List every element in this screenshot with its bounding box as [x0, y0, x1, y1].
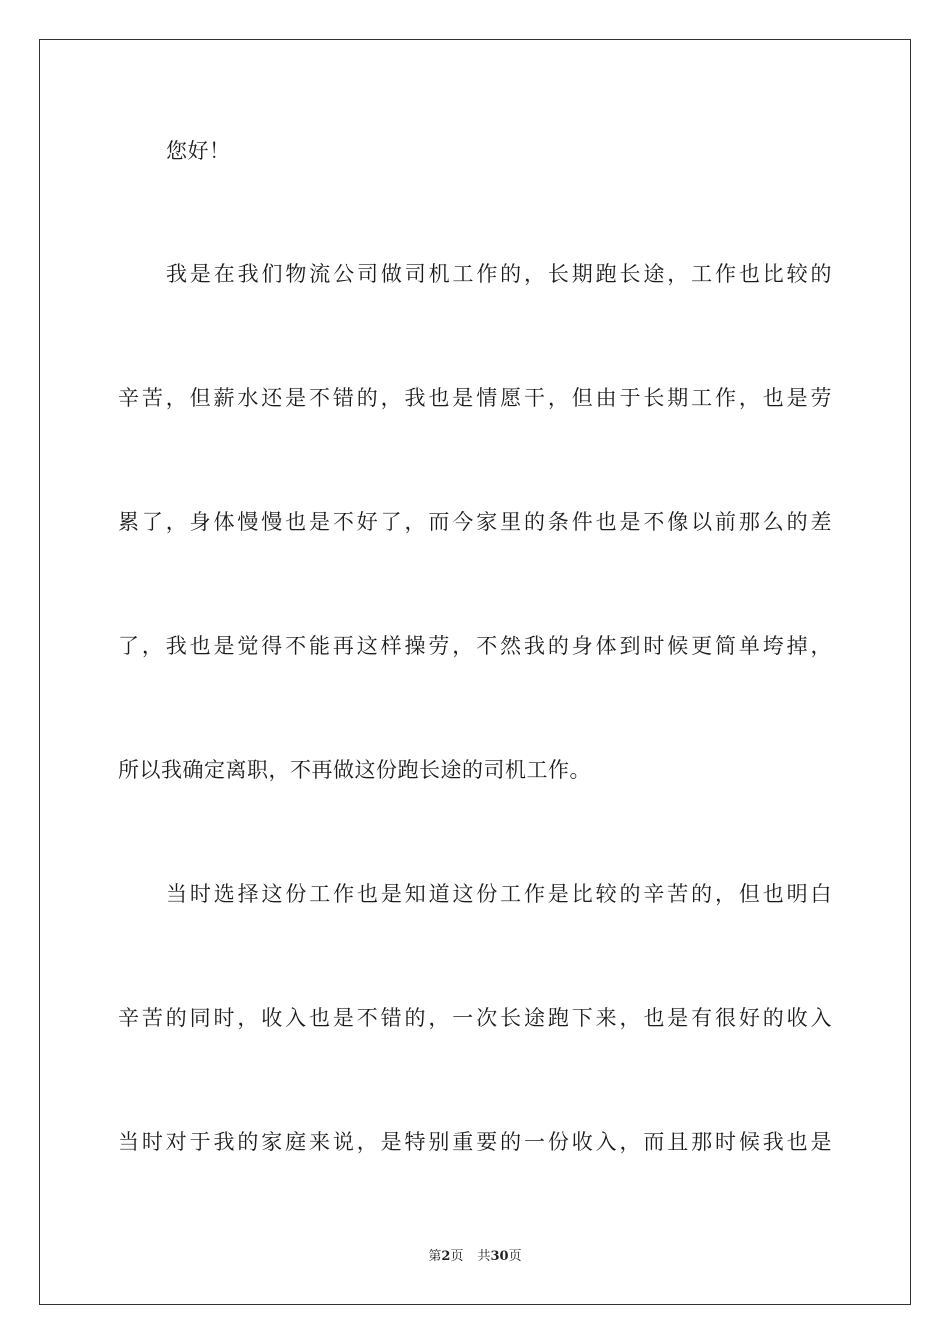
paragraph-line: 辛苦的同时，收入也是不错的，一次长途跑下来，也是有很好的收入 — [118, 1006, 832, 1030]
page-border — [39, 39, 911, 1305]
total-suffix: 页 — [508, 1249, 522, 1264]
page-footer — [0, 1248, 950, 1266]
page-prefix: 第 — [428, 1249, 442, 1264]
salutation: 您好！ — [166, 139, 231, 163]
paragraph-line: 当时选择这份工作也是知道这份工作是比较的辛苦的，但也明白 — [166, 882, 832, 906]
total-prefix: 共 — [477, 1249, 491, 1264]
paragraph-line: 当时对于我的家庭来说，是特别重要的一份收入，而且那时候我也是 — [118, 1130, 832, 1154]
page-number: 2 — [441, 1249, 451, 1264]
paragraph-line: 我是在我们物流公司做司机工作的，长期跑长途，工作也比较的 — [166, 262, 832, 286]
page-suffix: 页 — [450, 1249, 464, 1264]
paragraph-line: 所以我确定离职，不再做这份跑长途的司机工作。 — [118, 758, 591, 782]
paragraph-line: 了，我也是觉得不能再这样操劳，不然我的身体到时候更简单垮掉， — [118, 634, 832, 658]
paragraph-line: 辛苦，但薪水还是不错的，我也是情愿干，但由于长期工作，也是劳 — [118, 386, 832, 410]
paragraph-line: 累了，身体慢慢也是不好了，而今家里的条件也是不像以前那么的差 — [118, 510, 832, 534]
total-pages: 30 — [490, 1249, 509, 1264]
